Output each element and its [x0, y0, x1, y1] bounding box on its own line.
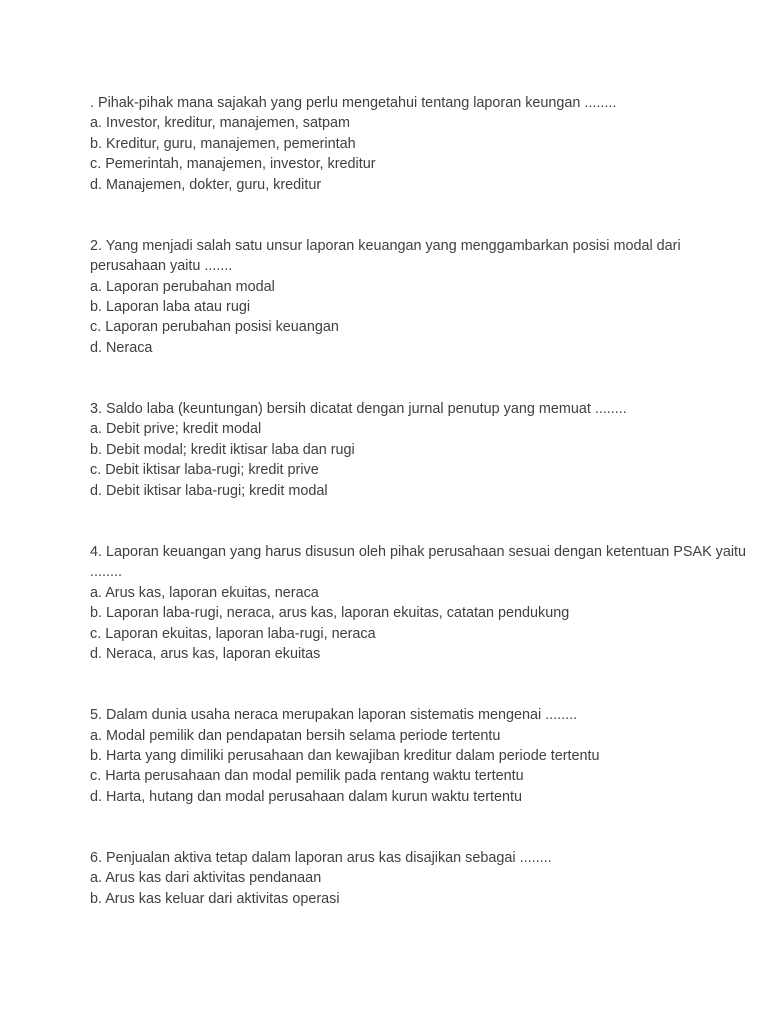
- question-1: [90, 93, 750, 195]
- option-a: a. Investor, kreditur, manajemen, satpam: [90, 115, 350, 132]
- option-a: a. Laporan perubahan modal: [90, 278, 275, 295]
- question-text: . Pihak-pihak mana sajakah yang perlu mengetahui tentang laporan keungan ........: [90, 95, 617, 111]
- question-4: [90, 542, 750, 664]
- question-2: [90, 236, 750, 358]
- question-text: 3. Saldo laba (keuntungan) bersih dicatat dengan jurnal penutup yang memuat ........: [90, 401, 627, 418]
- option-d: d. Neraca, arus kas, laporan ekuitas: [90, 645, 321, 662]
- option-a: a. Arus kas dari aktivitas pendanaan: [90, 870, 322, 887]
- option-c: c. Laporan perubahan posisi keuangan: [90, 319, 339, 336]
- option-b: b. Harta yang dimiliki perusahaan dan kewajiban kreditur dalam periode tertentu: [90, 747, 600, 764]
- question-3: [90, 399, 750, 501]
- option-c: c. Pemerintah, manajemen, investor, kreditur: [90, 156, 376, 173]
- option-a: a. Arus kas, laporan ekuitas, neraca: [90, 584, 319, 601]
- option-d: d. Debit iktisar laba-rugi; kredit modal: [90, 482, 328, 499]
- option-c: c. Harta perusahaan dan modal pemilik pada rentang waktu tertentu: [90, 768, 524, 785]
- option-b: b. Debit modal; kredit iktisar laba dan rugi: [90, 441, 355, 458]
- document-page: [90, 93, 750, 950]
- option-b: b. Laporan laba-rugi, neraca, arus kas, laporan ekuitas, catatan pendukung: [90, 605, 570, 622]
- question-6: [90, 848, 750, 909]
- option-a: a. Debit prive; kredit modal: [90, 421, 262, 438]
- option-c: c. Laporan ekuitas, laporan laba-rugi, neraca: [90, 625, 376, 642]
- option-a: a. Modal pemilik dan pendapatan bersih selama periode tertentu: [90, 727, 501, 744]
- option-b: b. Arus kas keluar dari aktivitas operasi: [90, 890, 340, 907]
- question-text: 4. Laporan keuangan yang harus disusun oleh pihak perusahaan sesuai dengan ketentuan PSAK yaitu ........: [90, 543, 747, 581]
- option-d: d. Manajemen, dokter, guru, kreditur: [90, 176, 322, 193]
- question-text: 5. Dalam dunia usaha neraca merupakan laporan sistematis mengenai ........: [90, 707, 578, 724]
- question-text: 6. Penjualan aktiva tetap dalam laporan arus kas disajikan sebagai ........: [90, 849, 552, 866]
- option-c: c. Debit iktisar laba-rugi; kredit prive: [90, 462, 319, 479]
- option-b: b. Kreditur, guru, manajemen, pemerintah: [90, 135, 356, 152]
- question-text: 2. Yang menjadi salah satu unsur laporan keuangan yang menggambarkan posisi modal dari perusahaan yaitu .......: [90, 237, 681, 275]
- option-b: b. Laporan laba atau rugi: [90, 299, 251, 316]
- option-d: d. Neraca: [90, 339, 153, 356]
- question-5: [90, 705, 750, 807]
- option-d: d. Harta, hutang dan modal perusahaan dalam kurun waktu tertentu: [90, 788, 522, 805]
